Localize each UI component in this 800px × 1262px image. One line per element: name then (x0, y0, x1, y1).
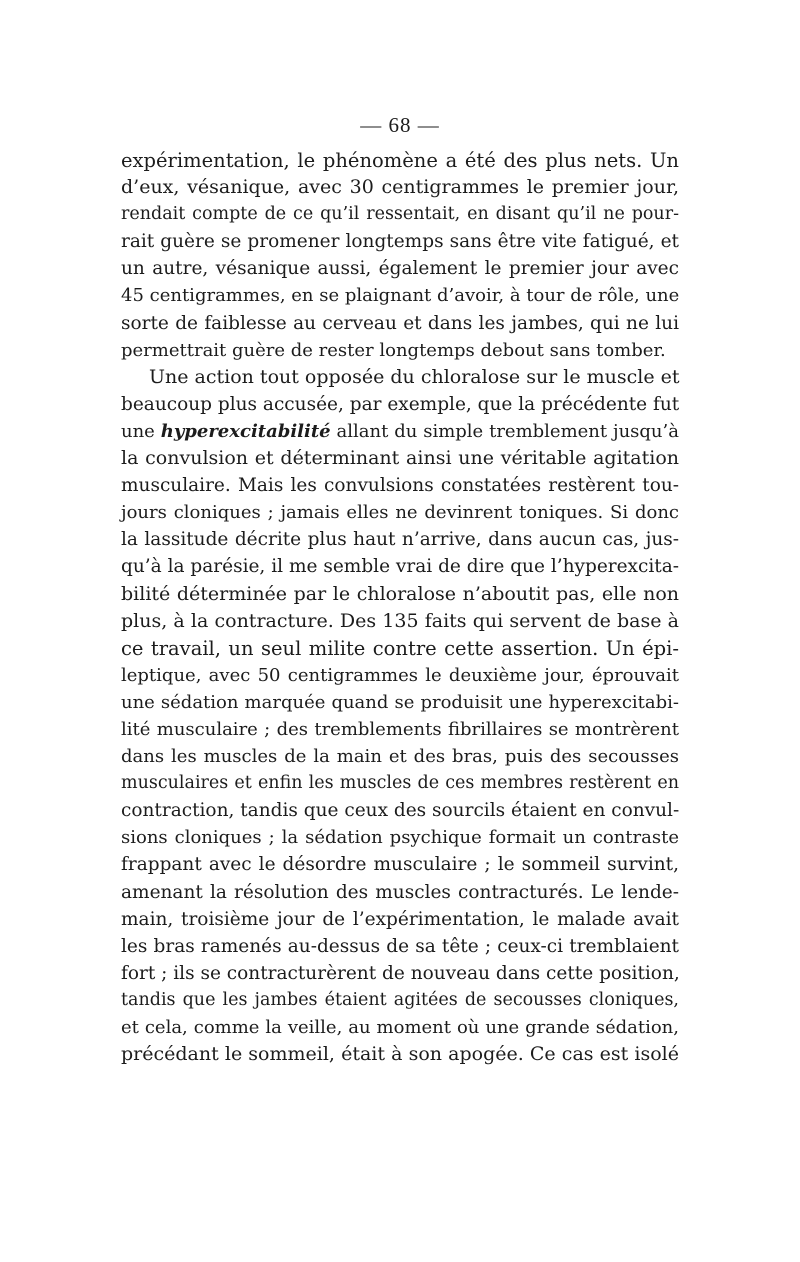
text-line: une sédation marquée quand se produisit une hyperexcitabi- (121, 691, 679, 713)
text-line: musculaire. Mais les convulsions constatées restèrent tou- (121, 475, 679, 497)
text-line: amenant la résolution des muscles contracturés. Le lende- (121, 881, 679, 903)
italic-term: hyperexcitabilité (160, 420, 331, 442)
text-line: la lassitude décrite plus haut n’arrive, dans aucun cas, jus- (121, 529, 679, 551)
text-line: contraction, tandis que ceux des sourcils étaient en convul- (121, 800, 680, 822)
text-line: rait guère se promener longtemps sans être vite fatigué, et (121, 231, 679, 253)
text-line-italic-term (121, 418, 679, 445)
text-line: Une action tout opposée du chloralose sur le muscle et (149, 365, 680, 388)
text-line: musculaires et enfin les muscles de ces membres restèrent en (121, 773, 679, 794)
text-fragment: une (121, 420, 155, 442)
text-line: la convulsion et déterminant ainsi une véritable agitation (121, 447, 679, 470)
text-line: et cela, comme la veille, au moment où une grande sédation, (121, 1017, 679, 1038)
text-line: d’eux, vésanique, avec 30 centigrammes le premier jour, (121, 176, 679, 199)
text-line: rendait compte de ce qu’il ressentait, en disant qu’il ne pour- (121, 204, 679, 225)
text-line: leptique, avec 50 centigrammes le deuxième jour, éprouvait (121, 664, 679, 686)
text-fragment: allant du simple tremblement jusqu’à (336, 420, 679, 442)
text-line: lité musculaire ; des tremblements fibrillaires se montrèrent (121, 718, 679, 740)
text-line: sions cloniques ; la sédation psychique formait un contraste (121, 827, 679, 849)
text-line: 45 centigrammes, en se plaignant d’avoir, à tour de rôle, une (121, 285, 680, 307)
text-line: jours cloniques ; jamais elles ne devinrent toniques. Si donc (121, 502, 679, 524)
text-line: qu’à la parésie, il me semble vrai de dire que l’hyperexcita- (121, 556, 679, 578)
text-line: tandis que les jambes étaient agitées de secousses cloniques, (121, 989, 679, 1010)
text-line: beaucoup plus accusée, par exemple, que la précédente fut (121, 393, 680, 415)
text-line: ce travail, un seul milite contre cette assertion. Un épi- (121, 636, 679, 660)
text-line: permettrait guère de rester longtemps debout sans tomber. (121, 339, 666, 361)
text-line: les bras ramenés au-dessus de sa tête ; ceux-ci tremblaient (121, 935, 679, 957)
text-line: fort ; ils se contracturèrent de nouveau dans cette position, (121, 962, 680, 984)
text-line: bilité déterminée par le chloralose n’aboutit pas, elle non (121, 582, 679, 605)
text-line: main, troisième jour de l’expérimentation, le malade avait (121, 908, 679, 930)
text-line: un autre, vésanique aussi, également le premier jour avec (121, 258, 679, 280)
text-line: précédant le sommeil, était à son apogée. Ce cas est isolé (121, 1043, 679, 1066)
text-line: expérimentation, le phénomène a été des plus nets. Un (121, 149, 679, 172)
text-line: plus, à la contracture. Des 135 faits qui servent de base à (121, 609, 679, 632)
page-number: — 68 — (360, 113, 440, 137)
body-text (121, 147, 679, 1068)
text-line: frappant avec le désordre musculaire ; le sommeil survint, (121, 854, 679, 876)
text-line: sorte de faiblesse au cerveau et dans les jambes, qui ne lui (121, 312, 679, 334)
text-line: dans les muscles de la main et des bras, puis des secousses (121, 746, 679, 768)
